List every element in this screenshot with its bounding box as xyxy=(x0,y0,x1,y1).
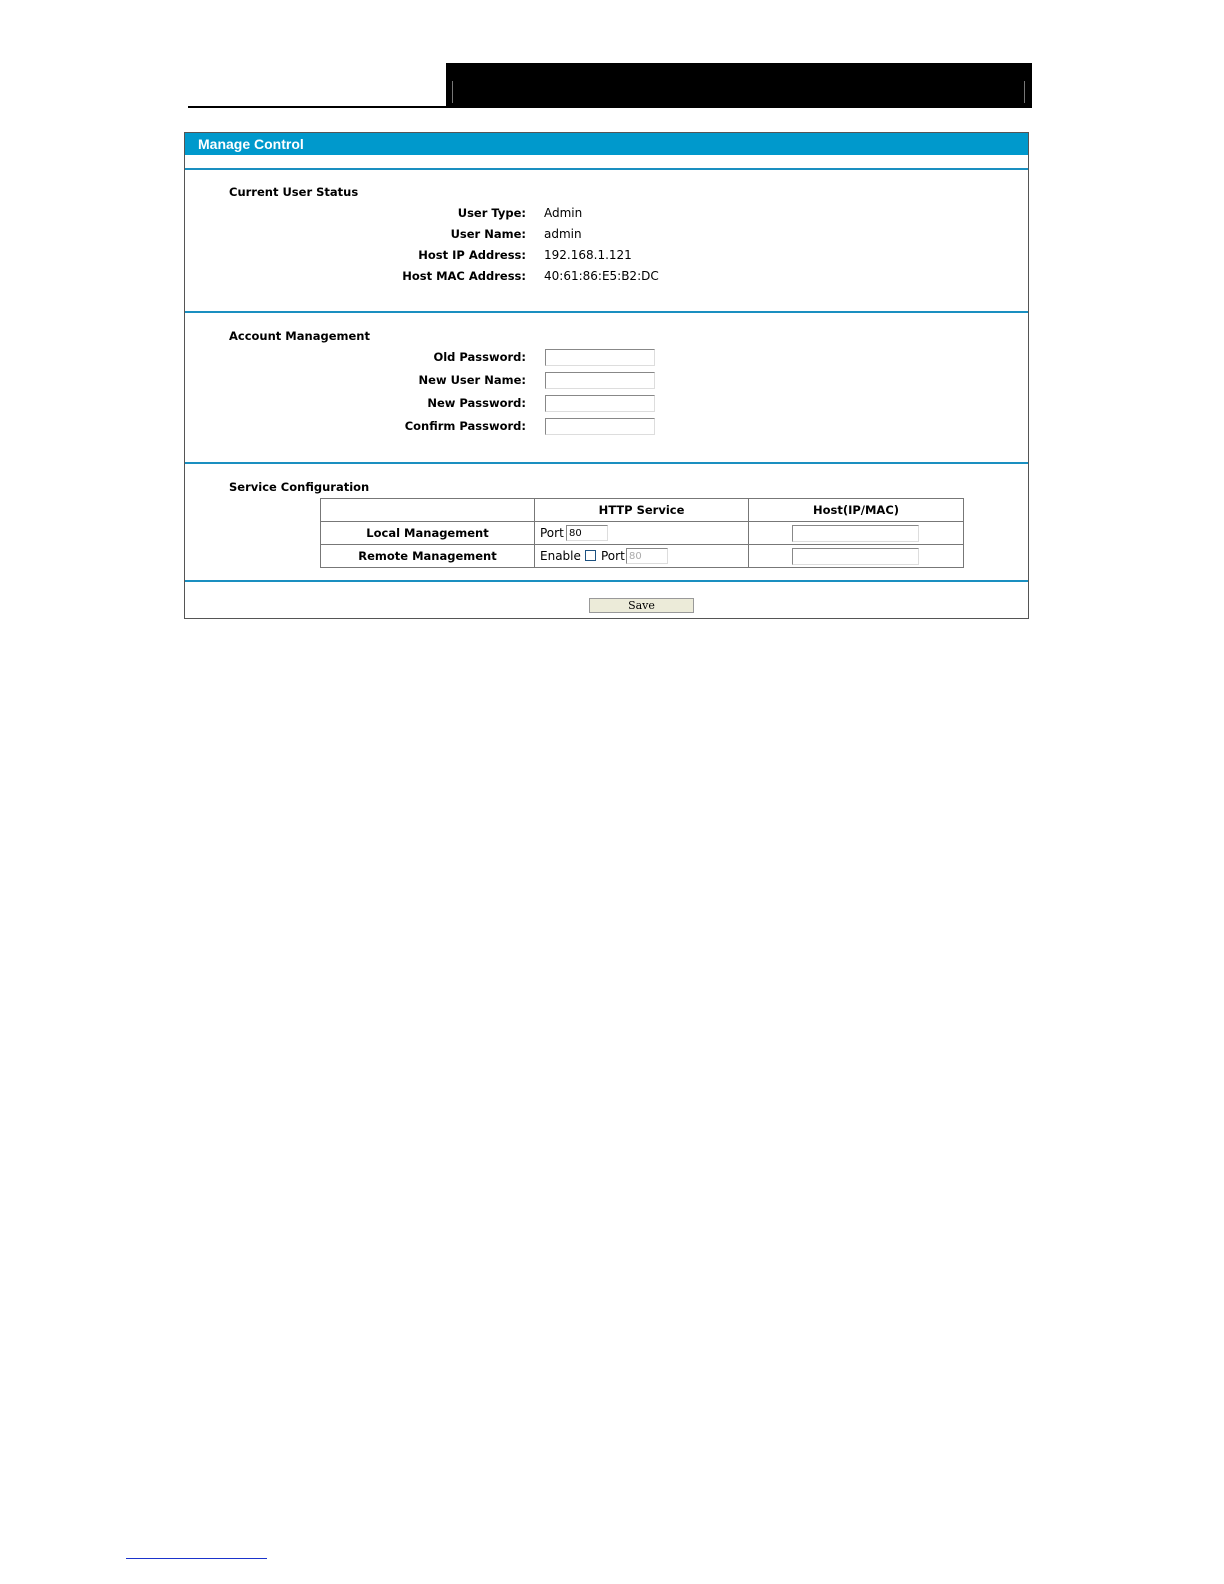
new-user-name-input[interactable] xyxy=(545,372,655,389)
remote-host-input[interactable] xyxy=(792,548,919,565)
table-row-local-management xyxy=(321,522,964,545)
user-name-label: User Name: xyxy=(450,227,526,241)
service-config-table xyxy=(320,498,964,568)
header-bar-tick-left xyxy=(452,81,453,103)
old-password-label: Old Password: xyxy=(433,350,526,364)
header-bar xyxy=(446,63,1032,108)
current-user-status-heading: Current User Status xyxy=(229,185,359,199)
confirm-password-label: Confirm Password: xyxy=(404,419,526,433)
divider xyxy=(185,311,1028,313)
user-name-value: admin xyxy=(544,227,582,241)
remote-management-label: Remote Management xyxy=(321,545,535,568)
host-ip-label: Host IP Address: xyxy=(418,248,526,262)
local-management-label: Local Management xyxy=(321,522,535,545)
header-rule xyxy=(188,106,450,108)
service-configuration-heading: Service Configuration xyxy=(229,480,370,494)
user-type-value: Admin xyxy=(544,206,583,220)
local-http-cell xyxy=(535,522,749,545)
column-header-blank xyxy=(321,499,535,522)
host-mac-label: Host MAC Address: xyxy=(402,269,526,283)
divider xyxy=(185,168,1028,170)
table-row-remote-management xyxy=(321,545,964,568)
host-mac-value: 40:61:86:E5:B2:DC xyxy=(544,269,659,283)
save-button[interactable]: Save xyxy=(589,598,694,613)
table-header-row xyxy=(321,499,964,522)
footer-link-underline xyxy=(126,1558,267,1559)
panel-title: Manage Control xyxy=(198,136,304,152)
account-management-heading: Account Management xyxy=(229,329,370,343)
local-port-input[interactable] xyxy=(566,525,608,541)
column-header-http-service: HTTP Service xyxy=(535,499,749,522)
divider xyxy=(185,580,1028,582)
confirm-password-input[interactable] xyxy=(545,418,655,435)
remote-enable-label: Enable xyxy=(540,549,581,563)
panel-titlebar xyxy=(185,133,1028,155)
header-bar-tick-right xyxy=(1024,81,1025,103)
remote-port-label: Port xyxy=(601,549,625,563)
remote-enable-checkbox[interactable] xyxy=(585,550,596,561)
old-password-input[interactable] xyxy=(545,349,655,366)
column-header-host: Host(IP/MAC) xyxy=(749,499,964,522)
remote-port-input[interactable] xyxy=(626,548,668,564)
new-password-input[interactable] xyxy=(545,395,655,412)
new-user-name-label: New User Name: xyxy=(418,373,526,387)
local-port-label: Port xyxy=(540,526,564,540)
host-ip-value: 192.168.1.121 xyxy=(544,248,632,262)
remote-host-cell xyxy=(749,545,964,568)
divider xyxy=(185,462,1028,464)
user-type-label: User Type: xyxy=(457,206,526,220)
local-host-input[interactable] xyxy=(792,525,919,542)
remote-http-cell xyxy=(535,545,749,568)
new-password-label: New Password: xyxy=(427,396,526,410)
manage-control-panel xyxy=(184,132,1029,619)
local-host-cell xyxy=(749,522,964,545)
